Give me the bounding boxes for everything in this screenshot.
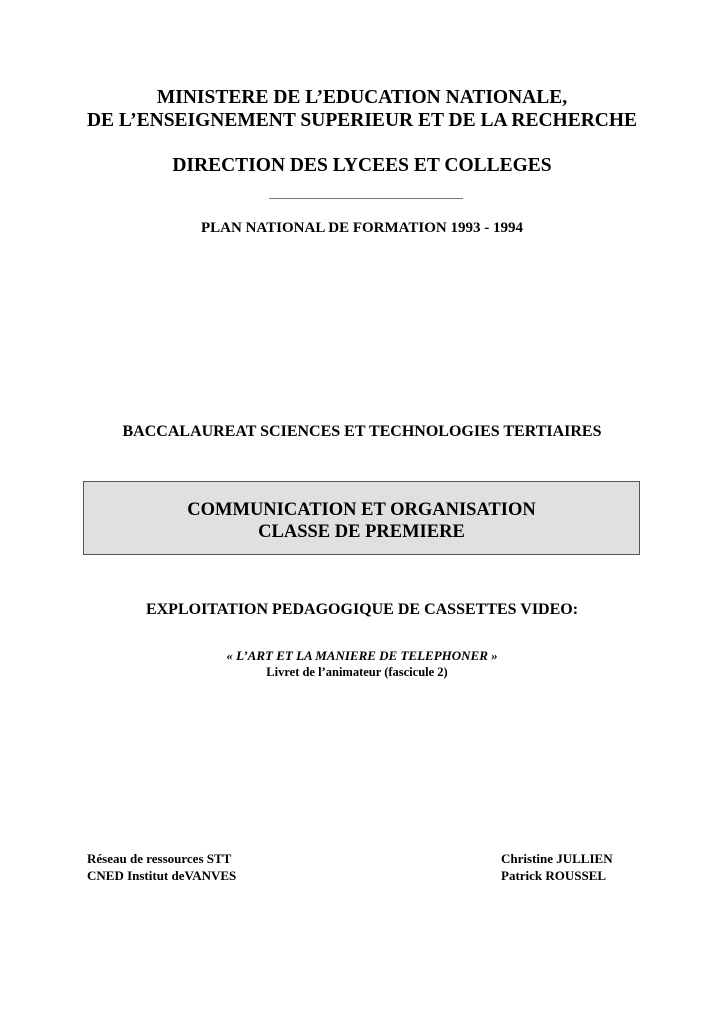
exploitation-heading: EXPLOITATION PEDAGOGIQUE DE CASSETTES VIDEO: <box>145 601 579 618</box>
divider-rule <box>269 198 463 199</box>
title-line-2: CLASSE DE PREMIERE <box>258 522 465 542</box>
footer-right-line-2: Patrick ROUSSEL <box>501 868 607 883</box>
plan-heading: PLAN NATIONAL DE FORMATION 1993 - 1994 <box>201 220 523 236</box>
baccalaureat-heading: BACCALAUREAT SCIENCES ET TECHNOLOGIES TERTIAIRES <box>122 423 602 440</box>
direction-heading: DIRECTION DES LYCEES ET COLLEGES <box>172 155 552 176</box>
cassette-title: « L’ART ET LA MANIERE DE TELEPHONER » <box>226 648 498 663</box>
footer-left <box>87 850 236 884</box>
ministry-line-1: MINISTERE DE L’EDUCATION NATIONALE, <box>156 87 568 108</box>
footer-left-line-2: CNED Institut deVANVES <box>87 868 237 883</box>
ministry-heading <box>0 86 724 132</box>
ministry-line-2: DE L’ENSEIGNEMENT SUPERIEUR ET DE LA RECHERCHE <box>86 110 638 131</box>
footer-left-line-1: Réseau de ressources STT <box>87 851 232 866</box>
footer-right <box>501 850 613 884</box>
title-line-1: COMMUNICATION ET ORGANISATION <box>187 500 536 520</box>
title-box <box>83 481 640 555</box>
livret-subtitle: Livret de l’animateur (fascicule 2) <box>266 665 448 679</box>
footer-right-line-1: Christine JULLIEN <box>501 851 613 866</box>
